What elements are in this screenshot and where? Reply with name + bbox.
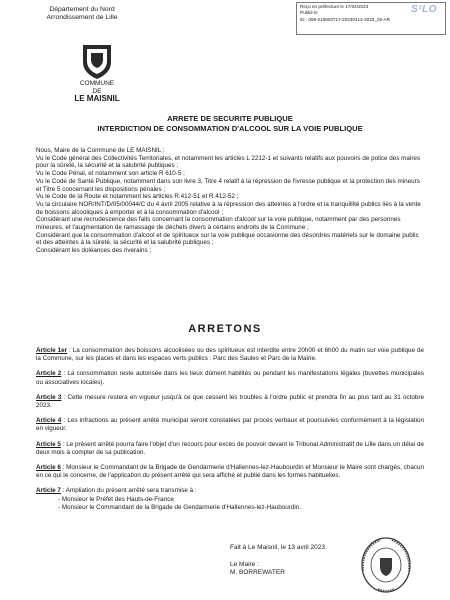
recipient-item: - Monsieur le Commandant de la Brigade de Gendarmerie d'Hallennes-lez-Haubourdin. bbox=[58, 503, 302, 511]
department-name: Département du Nord bbox=[49, 6, 115, 13]
receipt-received: Reçu en préfecture le 17/04/2023 bbox=[300, 4, 369, 9]
preamble-line: Considérant que la consommation d'alcool et de spiritueux sur la voie publique occasionne des désordres matériels sur le domaine public et des atteintes à la sûreté, la sécurité et la salubrité publiques ; bbox=[36, 231, 419, 247]
article-label: Article 2 bbox=[36, 370, 62, 378]
article-text: : Les infractions au présent arrêté municipal seront constatées par procès verbaux et poursuivies conformément à la législation en vigueur. bbox=[36, 417, 424, 433]
arrondissement-name: Arrondissement de Lille bbox=[46, 14, 118, 21]
article-label: Article 4 bbox=[36, 417, 62, 425]
preamble-line: Considérant les doléances des riverains ; bbox=[36, 247, 152, 255]
title-line-1: ARRETE DE SECURITE PUBLIQUE bbox=[167, 114, 293, 123]
preamble-line: Considérant une recrudescence des faits concernant la consommation d'alcool sur la voie publique, notamment par des personnes mineures, et l'augmentation de ramassage de déchets divers à certains endroits de la Commune ; bbox=[36, 216, 401, 232]
mayor-role: Le Maire : bbox=[230, 560, 259, 568]
article-3 bbox=[36, 394, 424, 410]
preamble-line: Vu le Code de Santé Publique, notamment dans son livre 3, Titre 4 relatif à la répression de l'ivresse publique et la protection des mineurs et Titre 5 concernant les dispositions pénales ; bbox=[36, 177, 420, 193]
article-label: Article 7 bbox=[36, 487, 61, 495]
department-header bbox=[38, 6, 126, 22]
article-7 bbox=[36, 487, 424, 512]
preamble-line: Vu le Code Pénal, et notamment son article R 610-5 ; bbox=[36, 170, 185, 178]
receipt-id: ID : 059-215903717-20230413-2023_29-AR bbox=[300, 16, 390, 22]
article-text: : Ampliation du présent arrêté sera transmise à : bbox=[60, 487, 197, 495]
prefecture-receipt-box bbox=[296, 2, 446, 35]
arretons-heading: ARRETONS bbox=[188, 323, 262, 335]
place-date: Fait à Le Maisnil, le 13 avril 2023 bbox=[230, 544, 326, 551]
article-text: : Monsieur le Commandant de la Brigade de Gendarmerie d'Hallennes-lez-Haubourdin et Monsieur le Maire sont chargés, chacun en ce qui le concerne, de l'application du présent arrêté qui sera affiché et publié dans les formes habituelles. bbox=[36, 464, 424, 480]
commune-block bbox=[50, 80, 144, 103]
mayor-name: M. BORREWATER bbox=[230, 569, 285, 576]
article-6 bbox=[36, 464, 424, 480]
article-4 bbox=[36, 417, 424, 433]
article-label: Article 6 bbox=[36, 464, 61, 472]
article-text: : Le présent arrêté pourra faire l'objet d'un recours pour excès de pouvoir devant le Tribunal Administratif de Lille dans un délai de deux mois à compter de sa publication. bbox=[36, 440, 424, 456]
article-2 bbox=[36, 370, 424, 386]
article-5 bbox=[36, 441, 424, 457]
article-label: Article 5 bbox=[36, 440, 61, 448]
commune-crest-icon bbox=[80, 42, 114, 80]
commune-name: LE MAISNIL bbox=[74, 94, 120, 103]
article-text: : La consommation des boissons alcoolisées ou des spiritueux est interdite entre 20h00 et 6h00 du matin sur voie publique de la Commune, sur les places et dans les espaces verts publics : Parc des Saules et Parc de la Mairie. bbox=[36, 347, 424, 363]
article-text: : La consommation reste autorisée dans les lieux dûment habilités ou pendant les manifestations légales (buvettes municipales ou associatives locales). bbox=[36, 370, 424, 386]
article-1 bbox=[36, 347, 424, 363]
preamble-line: Nous, Maire de la Commune de LE MAISNIL ; bbox=[36, 147, 165, 154]
preamble-line: Vu la circulaire NOR/INT/D/05/00044/C du 4 avril 2005 relative à la répression des atteintes à l'ordre et la tranquillité publics liés à la vente de boissons alcooliques à emporter et à la consommation d'alcool ; bbox=[36, 200, 421, 216]
signature-block bbox=[230, 544, 325, 578]
slo-stamp-logo: S²LO bbox=[411, 4, 437, 15]
commune-of: DE bbox=[92, 87, 102, 95]
recipient-item: - Monsieur le Préfet des Hauts-de-France bbox=[58, 495, 174, 503]
preamble-line: Vu le Code général des Collectivités Territoriales, et notamment les articles L 2212-1 et suivants relatifs aux pouvoirs de police des maires pour la sûreté, la sécurité et la salubrité publiques ; bbox=[36, 154, 421, 170]
article-label: Article 3 bbox=[36, 393, 62, 401]
preamble-line: Vu le Code de la Route et notamment les articles R.412-51 et R.412-52 ; bbox=[36, 193, 239, 201]
commune-label: COMMUNE bbox=[79, 80, 115, 87]
title-line-2: INTERDICTION DE CONSOMMATION D'ALCOOL SUR LA VOIE PUBLIQUE bbox=[97, 124, 363, 133]
article-text: : Cette mesure restera en vigueur jusqu'à ce que cessent les troubles à l'ordre public et prendra fin au plus tard au 31 octobre 2023. bbox=[36, 393, 424, 410]
mairie-seal-stamp-icon bbox=[360, 536, 412, 594]
articles-list bbox=[36, 347, 424, 519]
document-title bbox=[40, 114, 420, 134]
receipt-published: Publié le bbox=[300, 10, 318, 16]
preamble bbox=[36, 147, 424, 255]
article-label: Article 1er bbox=[36, 347, 68, 354]
